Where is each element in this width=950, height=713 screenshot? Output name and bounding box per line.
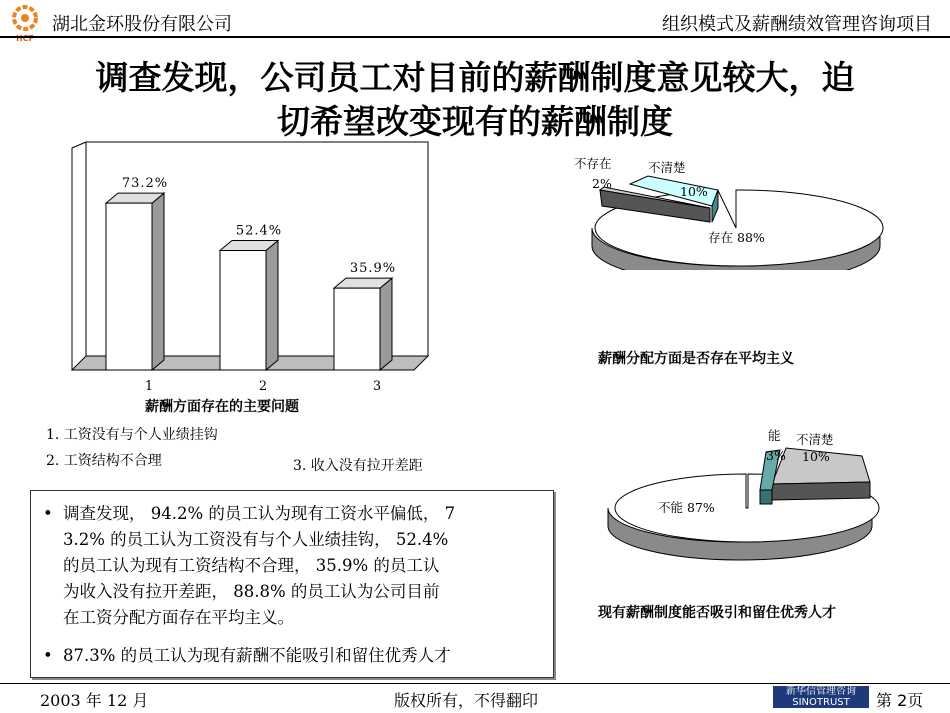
pie1-label-not-exist: 不存在 [574, 156, 612, 171]
badge-cn: 新华信管理咨询 [786, 686, 856, 697]
pie1-label-exists [708, 228, 765, 246]
header-company-name: 湖北金环股份有限公司 [52, 14, 232, 35]
finding-line: 为收入没有拉开差距， 88.8% 的员工认为公司目前 [63, 582, 440, 601]
pie1-label-unclear: 不清楚 [648, 160, 686, 175]
bullet-dot: • [43, 646, 53, 665]
footer-date: 2003 年 12 月 [40, 691, 149, 710]
finding-bullet-2 [43, 643, 548, 671]
pie1-value-unclear: 10% [680, 184, 708, 199]
footer-divider [0, 683, 950, 684]
finding-line: 调查发现， 94.2% 的员工认为现有工资水平偏低， 7 [63, 504, 456, 523]
pie1-label-exists-text: 存在 [708, 230, 734, 245]
bar-chart [66, 138, 446, 398]
slide-title-line-2: 切希望改变现有的薪酬制度 [277, 102, 673, 141]
finding-line: 87.3% 的员工认为现有薪酬不能吸引和留住优秀人才 [63, 646, 451, 665]
svg-text:HCF: HCF [15, 34, 35, 43]
issue-item-1: 1. 工资没有与个人业绩挂钩 [46, 427, 218, 443]
finding-text-1 [63, 501, 548, 631]
bullet-dot: • [43, 504, 53, 523]
pie1-value-exists: 88% [737, 230, 765, 245]
pie-chart-retain [600, 440, 890, 580]
bar-category-label: 3 [372, 379, 382, 394]
bar-category-label: 2 [258, 379, 268, 394]
pie2-value-cannot: 87% [687, 500, 715, 515]
findings-box [30, 490, 554, 678]
bar-chart-caption: 薪酬方面存在的主要问题 [145, 399, 299, 415]
footer-copyright: 版权所有，不得翻印 [394, 691, 539, 710]
finding-line: 在工资分配方面存在平均主义。 [63, 608, 294, 627]
issue-item-3: 3. 收入没有拉开差距 [293, 458, 423, 474]
bar-value-label: 52.4% [235, 223, 283, 239]
pie1-value-not-exist: 2% [592, 176, 612, 191]
pie2-value-can: 3% [766, 448, 786, 463]
pie-chart-average [570, 150, 890, 270]
pie2-label-can: 能 [768, 428, 781, 443]
finding-line: 的员工认为现有工资结构不合理， 35.9% 的员工认 [63, 556, 440, 575]
finding-line: 3.2% 的员工认为工资没有与个人业绩挂钩， 52.4% [63, 530, 449, 549]
header-divider [0, 36, 950, 38]
pie2-label-cannot-text: 不能 [658, 500, 684, 515]
pie1-caption: 薪酬分配方面是否存在平均主义 [598, 351, 794, 367]
pie2-caption: 现有薪酬制度能否吸引和留住优秀人才 [598, 605, 836, 621]
bar-category-label: 1 [144, 379, 154, 394]
bar-value-label: 73.2% [121, 176, 169, 192]
header-project-name: 组织模式及薪酬绩效管理咨询项目 [662, 14, 932, 35]
page-number: 第 2页 [876, 691, 924, 710]
pie2-label-cannot [658, 498, 715, 516]
pie2-value-unclear: 10% [802, 449, 830, 464]
finding-bullet-1 [43, 501, 548, 633]
finding-text-2 [63, 643, 548, 669]
footer-company-badge [773, 686, 869, 708]
slide-title-line-1: 调查发现，公司员工对目前的薪酬制度意见较大，迫 [95, 58, 855, 97]
bar-3 [334, 278, 392, 370]
bar-value-label: 35.9% [349, 261, 397, 277]
badge-en: SINOTRUST [792, 697, 850, 708]
pie2-label-unclear: 不清楚 [796, 432, 834, 447]
bar-1 [106, 193, 164, 370]
issue-item-2: 2. 工资结构不合理 [46, 453, 162, 469]
bar-2 [220, 241, 278, 370]
